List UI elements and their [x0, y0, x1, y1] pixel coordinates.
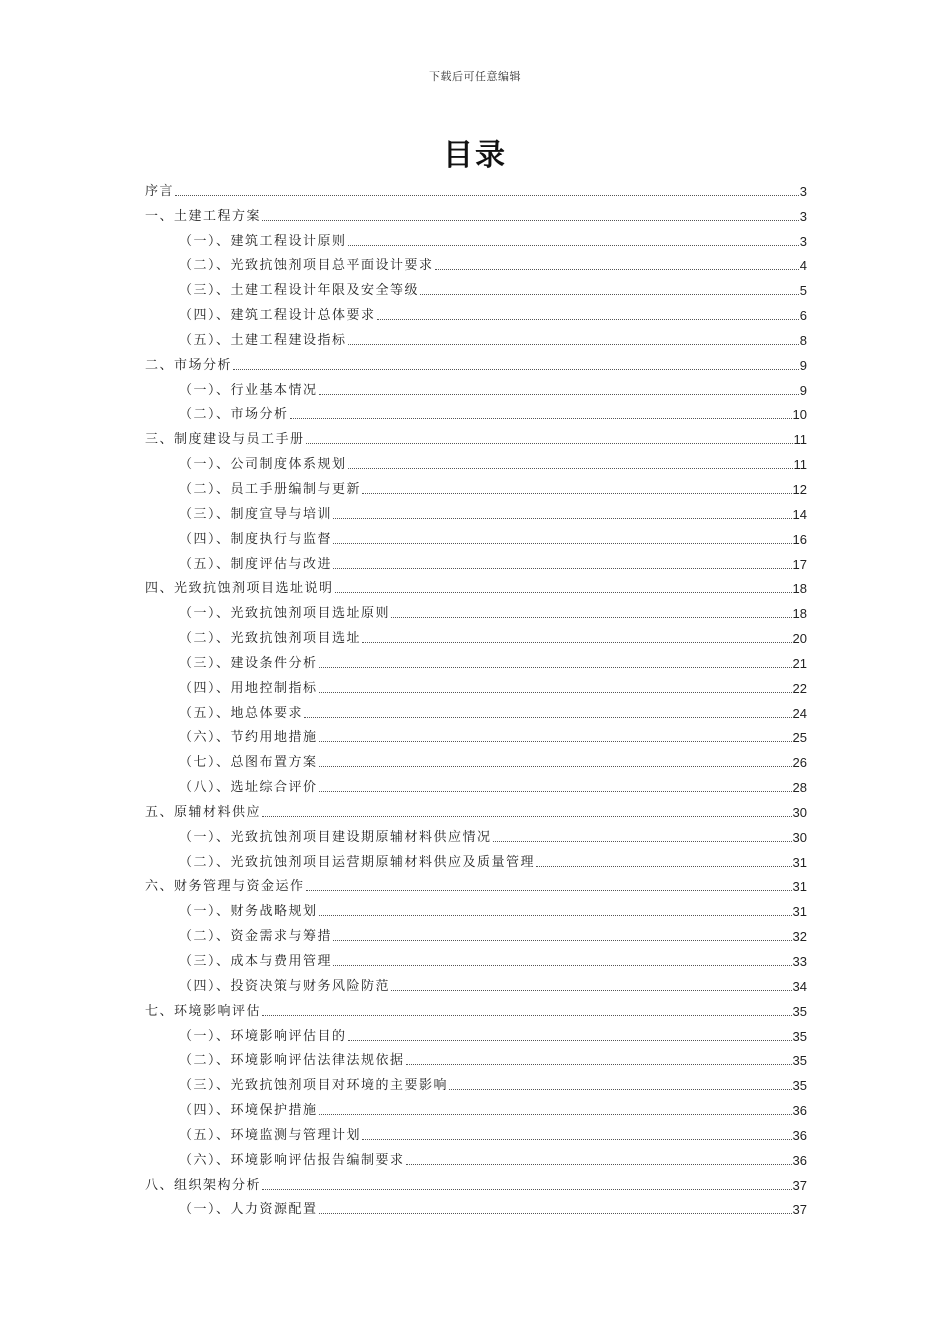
toc-entry-label: 二、市场分析	[145, 357, 233, 373]
toc-entry[interactable]	[145, 647, 807, 672]
toc-page-number: 25	[792, 730, 807, 746]
toc-entry[interactable]	[145, 299, 807, 324]
toc-entry-label: （一）、建筑工程设计原则	[179, 233, 347, 249]
toc-dot-leader	[319, 915, 792, 916]
toc-entry[interactable]	[145, 573, 807, 598]
toc-dot-leader	[290, 418, 792, 419]
toc-dot-leader	[333, 518, 792, 519]
toc-page-number: 12	[792, 481, 807, 497]
toc-entry-label: 序言	[145, 183, 175, 199]
toc-dot-leader	[333, 543, 792, 544]
toc-entry-label: （五）、地总体要求	[179, 705, 304, 721]
toc-entry[interactable]	[145, 349, 807, 374]
toc-page-number: 31	[792, 904, 807, 920]
toc-page-number: 24	[792, 705, 807, 721]
toc-entry-label: （一）、光致抗蚀剂项目建设期原辅材料供应情况	[179, 829, 492, 845]
toc-entry[interactable]	[145, 821, 807, 846]
toc-dot-leader	[319, 791, 792, 792]
toc-entry[interactable]	[145, 1144, 807, 1169]
toc-entry[interactable]	[145, 895, 807, 920]
toc-entry-label: （二）、光致抗蚀剂项目总平面设计要求	[179, 258, 434, 274]
toc-entry[interactable]	[145, 374, 807, 399]
toc-title: 目录	[443, 138, 507, 173]
toc-dot-leader	[362, 1139, 792, 1140]
toc-dot-leader	[262, 816, 792, 817]
toc-entry[interactable]	[145, 1069, 807, 1094]
toc-dot-leader	[348, 1040, 792, 1041]
toc-dot-leader	[536, 866, 792, 867]
toc-entry[interactable]	[145, 1169, 807, 1194]
toc-entry[interactable]	[145, 1045, 807, 1070]
toc-entry-label: （三）、成本与费用管理	[179, 954, 333, 969]
toc-dot-leader	[304, 717, 792, 718]
toc-dot-leader	[420, 294, 799, 295]
toc-page-number: 22	[792, 680, 807, 696]
toc-entry[interactable]	[145, 225, 807, 250]
toc-page-number: 6	[799, 308, 807, 324]
toc-entry-label: （五）、环境监测与管理计划	[179, 1127, 362, 1143]
toc-page-number: 21	[792, 655, 807, 671]
toc-entry[interactable]	[145, 548, 807, 573]
toc-dot-leader	[362, 642, 792, 643]
toc-entry-label: 七、环境影响评估	[145, 1003, 262, 1019]
toc-entry-label: （二）、光致抗蚀剂项目选址	[179, 631, 362, 647]
toc-dot-leader	[319, 1213, 792, 1214]
toc-entry[interactable]	[145, 1020, 807, 1045]
toc-entry-label: （三）、光致抗蚀剂项目对环境的主要影响	[179, 1078, 449, 1094]
toc-entry-label: （六）、节约用地措施	[179, 730, 318, 746]
toc-dot-leader	[449, 1089, 792, 1090]
toc-entry-label: （二）、市场分析	[179, 407, 289, 423]
toc-dot-leader	[362, 493, 792, 494]
toc-page-number: 11	[793, 432, 807, 448]
toc-entry[interactable]	[145, 423, 807, 448]
toc-entry[interactable]	[145, 1094, 807, 1119]
toc-page-number: 10	[792, 407, 807, 423]
toc-entry-label: （二）、员工手册编制与更新	[179, 481, 362, 497]
toc-dot-leader	[348, 344, 799, 345]
toc-entry-label: （一）、光致抗蚀剂项目选址原则	[179, 606, 391, 622]
toc-entry[interactable]	[145, 672, 807, 697]
toc-entry[interactable]	[145, 250, 807, 275]
toc-entry[interactable]	[145, 473, 807, 498]
toc-dot-leader	[319, 1114, 792, 1115]
toc-dot-leader	[435, 269, 799, 270]
toc-dot-leader	[175, 195, 799, 196]
toc-dot-leader	[262, 1189, 792, 1190]
toc-entry-label: 四、光致抗蚀剂项目选址说明	[145, 581, 334, 597]
toc-entry-label: （四）、投资决策与财务风险防范	[179, 978, 391, 994]
toc-entry[interactable]	[145, 970, 807, 995]
toc-dot-leader	[319, 394, 799, 395]
toc-page-number: 3	[799, 183, 807, 199]
toc-dot-leader	[406, 1164, 792, 1165]
toc-dot-leader	[233, 369, 799, 370]
toc-page-number: 32	[792, 929, 807, 945]
toc-entry[interactable]	[145, 523, 807, 548]
toc-dot-leader	[262, 220, 799, 221]
toc-dot-leader	[406, 1064, 792, 1065]
toc-entry[interactable]	[145, 274, 807, 299]
toc-entry[interactable]	[145, 324, 807, 349]
toc-entry-label: （二）、资金需求与筹措	[179, 929, 333, 945]
toc-entry[interactable]	[145, 1119, 807, 1144]
toc-page-number: 4	[799, 258, 807, 274]
toc-entry-label: （七）、总图布置方案	[179, 755, 318, 771]
toc-dot-leader	[333, 568, 792, 569]
toc-page-number: 9	[799, 382, 807, 398]
toc-page-number: 14	[792, 506, 807, 522]
toc-entry[interactable]	[145, 697, 807, 722]
toc-dot-leader	[348, 245, 799, 246]
toc-entry[interactable]	[145, 995, 807, 1020]
toc-page-number: 31	[792, 879, 807, 895]
toc-entry-label: 三、制度建设与员工手册	[145, 432, 305, 448]
toc-page-number: 20	[792, 631, 807, 647]
toc-entry-label: （四）、制度执行与监督	[179, 531, 333, 547]
toc-page-number: 5	[799, 283, 807, 299]
toc-entry[interactable]	[145, 448, 807, 473]
toc-page-number: 35	[792, 1053, 807, 1069]
toc-page-number: 35	[792, 1003, 807, 1019]
toc-entry[interactable]	[145, 920, 807, 945]
toc-page-number: 28	[792, 780, 807, 796]
toc-page-number: 33	[792, 954, 807, 969]
toc-dot-leader	[377, 319, 799, 320]
toc-list	[145, 175, 807, 1218]
toc-entry[interactable]	[145, 796, 807, 821]
toc-entry-label: 一、土建工程方案	[145, 208, 262, 224]
toc-page-number: 17	[792, 556, 807, 572]
toc-entry[interactable]	[145, 175, 807, 200]
toc-entry-label: （一）、行业基本情况	[179, 382, 318, 398]
toc-dot-leader	[306, 443, 793, 444]
toc-dot-leader	[319, 766, 792, 767]
toc-entry-label: （三）、土建工程设计年限及安全等级	[179, 283, 420, 299]
toc-entry-label: （六）、环境影响评估报告编制要求	[179, 1152, 405, 1168]
toc-entry[interactable]	[145, 945, 807, 970]
toc-entry[interactable]	[145, 622, 807, 647]
toc-entry-label: （四）、用地控制指标	[179, 680, 318, 696]
toc-page-number: 9	[799, 357, 807, 373]
toc-page-number: 36	[792, 1152, 807, 1168]
toc-entry[interactable]	[145, 597, 807, 622]
toc-entry-label: （一）、财务战略规划	[179, 904, 318, 920]
toc-entry-label: 八、组织架构分析	[145, 1177, 262, 1193]
toc-entry[interactable]	[145, 399, 807, 424]
toc-entry[interactable]	[145, 846, 807, 871]
toc-dot-leader	[391, 990, 792, 991]
toc-entry[interactable]	[145, 200, 807, 225]
toc-page-number: 34	[792, 978, 807, 994]
toc-dot-leader	[319, 741, 792, 742]
toc-dot-leader	[319, 692, 792, 693]
toc-entry[interactable]	[145, 1194, 807, 1219]
toc-dot-leader	[333, 940, 792, 941]
toc-dot-leader	[319, 667, 792, 668]
toc-entry-label: （三）、建设条件分析	[179, 655, 318, 671]
toc-entry-label: （二）、环境影响评估法律法规依据	[179, 1053, 405, 1069]
toc-dot-leader	[335, 592, 792, 593]
toc-page-number: 3	[799, 208, 807, 224]
toc-page-number: 37	[792, 1177, 807, 1193]
toc-page-number: 30	[792, 804, 807, 820]
toc-entry-label: （八）、选址综合评价	[179, 780, 318, 796]
toc-page-number: 18	[792, 581, 807, 597]
toc-page-number: 31	[792, 854, 807, 870]
toc-page-number: 11	[793, 457, 807, 473]
toc-page-number: 18	[792, 606, 807, 622]
toc-entry-label: 五、原辅材料供应	[145, 804, 262, 820]
toc-page-number: 30	[792, 829, 807, 845]
toc-page-number: 36	[792, 1127, 807, 1143]
toc-entry-label: （二）、光致抗蚀剂项目运营期原辅材料供应及质量管理	[179, 854, 536, 870]
toc-page-number: 35	[792, 1028, 807, 1044]
toc-entry[interactable]	[145, 871, 807, 896]
toc-entry-label: （一）、人力资源配置	[179, 1202, 318, 1218]
toc-entry-label: （四）、环境保护措施	[179, 1103, 318, 1119]
toc-page-number: 36	[792, 1103, 807, 1119]
toc-entry[interactable]	[145, 771, 807, 796]
toc-page-number: 35	[792, 1078, 807, 1094]
toc-dot-leader	[262, 1015, 792, 1016]
toc-dot-leader	[306, 890, 792, 891]
toc-page-number: 3	[799, 233, 807, 249]
toc-entry[interactable]	[145, 498, 807, 523]
toc-dot-leader	[493, 841, 792, 842]
toc-page-number: 26	[792, 755, 807, 771]
toc-dot-leader	[348, 468, 793, 469]
toc-page-number: 16	[792, 531, 807, 547]
toc-entry-label: （一）、公司制度体系规划	[179, 457, 347, 473]
toc-entry-label: （一）、环境影响评估目的	[179, 1028, 347, 1044]
toc-entry[interactable]	[145, 722, 807, 747]
toc-entry-label: （五）、制度评估与改进	[179, 556, 333, 572]
toc-dot-leader	[333, 965, 792, 966]
toc-entry-label: （四）、建筑工程设计总体要求	[179, 308, 376, 324]
toc-entry-label: （五）、土建工程建设指标	[179, 332, 347, 348]
toc-dot-leader	[391, 617, 792, 618]
toc-entry-label: （三）、制度宣导与培训	[179, 506, 333, 522]
toc-page-number: 37	[792, 1202, 807, 1218]
toc-page-number: 8	[799, 332, 807, 348]
toc-entry-label: 六、财务管理与资金运作	[145, 879, 305, 895]
page-header: 下载后可任意编辑	[429, 70, 521, 83]
toc-entry[interactable]	[145, 746, 807, 771]
